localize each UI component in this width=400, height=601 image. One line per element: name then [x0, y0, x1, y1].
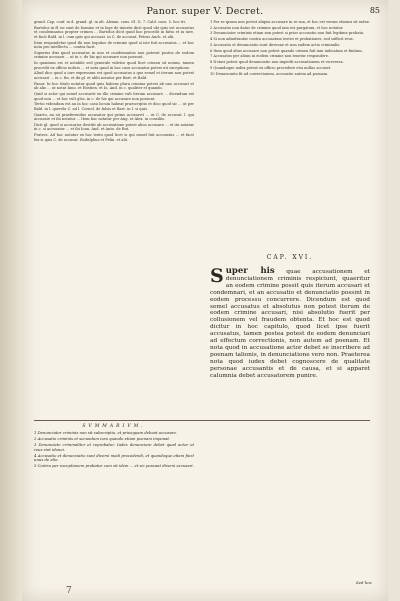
paragraph: Quarto, an sit praeferendus accusator qui primo accusavit ... ut C. de accusat. l. qui accusare et ibi notatur ... Item hoc notatur per Ang. et Alex. in consiliis.	[34, 112, 194, 122]
summary-item: 4 Si non admittuntur contra accusatum testes et probationes, sed sufficit reus.	[210, 37, 354, 42]
book-page	[22, 0, 388, 601]
paragraph: grand. Cap. conf. in d. grand. gl. in alt. Alexan. cons. 61. li. 7. Cald. cons. 5. hoc tit.	[34, 20, 187, 24]
summary-item: 1 Per se ipsum non potest aliquis accusare in re sua, et hoc est verum etiamsi sit iudex.	[210, 20, 370, 24]
paragraph: Tertio videndum est an in hoc casu locum habeat praescriptio et dico quod sic ... ut per Bald. in l. querela C. ad l. Cornel. de falsis et Bart. in l. si quis.	[34, 102, 194, 111]
summary-item: 10 Denunciatio fit ad correctionem, accusatio autem ad poenam.	[210, 71, 329, 76]
paragraph: Superius dixi quod accusatus in uno et condemnatus non poterat postea de eodem crimine accusari ... ut in c. de his qui accusare non possunt.	[34, 50, 194, 60]
summary-item: 7 Accusatus per alium in eodem crimine non tenetur respondere.	[210, 54, 330, 59]
paragraph: Item respondetur quod ibi non loquitur de crimine quod si iste fuit accusatus ... et hoc nota pro intellectu ... contra facit.	[34, 40, 194, 50]
summarium-item: 5 Contra per exceptionem probatur cum sit idem ... et sic possunt diversi accusari.	[34, 463, 194, 469]
summarium-item: 2 Accusatio criminis et secundum iura quando etiam poenam imponat.	[34, 435, 171, 441]
handwritten-mark: 7	[66, 586, 72, 596]
chapter-body	[210, 265, 370, 380]
paragraph: Fratres. Ad hoc notatur ex hoc textu quod licet is qui semel fuit accusatus ... et facit lex si quis C. de accusat. Rodulphus et Felin. et alii.	[34, 133, 194, 142]
chapter-text: quae accusationem et denunciationem criminis respiciunt, quaeritur an eodem crimine possit quis iterum accusari et condemnari, et an accusatio et denunciatio possint in eodem processu concurrere. Dicendum est quod semel accusatus et absolutus non potest iterum de eodem crimine accusari, nisi absolutio fuerit per collusionem vel fraudem obtenta. Et hoc est quod dicitur in hoc capitulo, quod licet ipse fuerit accusatus, tamen postea potest de eodem denunciari ad effectum correctionis, non autem ad poenam. Et nota quod in accusatione actor debet se inscribere ad poenam talionis, in denunciatione vero non. Praeterea nota quod iudex debet cognoscere de qualitate personae accusantis et de causa, et si apparet calumnia debet accusatorem punire.	[210, 269, 370, 379]
catchword: Sed hoc	[355, 580, 372, 585]
summary-item: 3 Denunciator criminis etiam non potest si prior accusatio non fuit legitime probata.	[210, 31, 365, 36]
paragraph: Dicit gl. quod si accusator destitit ab accusatione potest alius accusare ... et ita notatur in c. si accusator ... et ibi Ioan. And. et Anto. de But.	[34, 122, 194, 132]
summary-column-right	[210, 20, 370, 77]
summarium-item: 3 Denunciato criminaliter et reprobatur. Iudex denunciare debet quod actor et reus sint idonei.	[34, 441, 194, 452]
paragraph: Aliud dico quod a iure expressum est quod accusatus a quo semel et iterum non potest accusari ... in c. fin. et ibi gl. et alibi notatur per Bart. et Bald.	[34, 71, 194, 80]
summarium-block	[34, 424, 194, 470]
summary-item: 9 Quandoque iudex potest ex officio procedere etsi nullus accuset.	[210, 65, 332, 70]
commentary-column-left	[34, 20, 194, 143]
folio-number: 85	[369, 6, 380, 15]
summary-item: 6 Item quod alius accusare non potest quando crimen fuit iam iudicatum et finitum.	[210, 48, 363, 53]
chapter-heading: CAP. XVI.	[266, 254, 314, 261]
summary-item: 2 Accusatio non datur de crimine quod iam est purgatum, et hoc notatur.	[210, 25, 344, 30]
page-gutter	[0, 0, 22, 601]
chapter-lemma: uper his	[225, 266, 275, 276]
summary-item: 5 Accusatio et denunciatio sunt diversae et non eadem actio criminalis.	[210, 42, 341, 47]
summarium-item: 4 Accusatio et denunciatio sunt diversi modi procedendi, et quandoque etiam facit unus de alio.	[34, 452, 194, 463]
summary-item: 8 Notari potest quod denunciatio non impedit accusationem et viceversa.	[210, 60, 344, 65]
running-header: Panor. super V. Decret.	[146, 6, 264, 17]
paragraph: Bartolus in ff. ne sunt de homine et in lege de iniuriis dicit quod ubi quis est accusatus et condemnatus propter crimen ... Bartolus dicit quod hoc procedit in fatto et in iure, et facit Bald. in l. cum quis qui accusat. in C. de accusat. Petrus Anch. et alii.	[34, 25, 194, 39]
paragraph: Panor. In hoc titulo notatur quod quis habens plura crimina potest ab uno accusari et ab alio ... ut notat Inno. et Hostien. et Io. And. in c. qualiter et quando.	[34, 81, 194, 91]
summarium-item: 1 Denunciator criminis non sit subscriptio, et priusquam debeat accusare.	[34, 430, 178, 435]
paragraph: In quantum est et notabile sed generale videtur quod licet crimen sit notum, tamen procedit ex officio iudicis ... et nota quod in hoc casu accusatus potest uti exceptione.	[34, 61, 194, 70]
paragraph: Quid si actor qui semel accusavit ex illo crimine vult iterum accusare ... dicendum est quod non ... et hoc vult glos. in c. de his qui accusare non possunt.	[34, 91, 194, 101]
summarium-title: SVMMARIVM.	[82, 424, 146, 429]
drop-capital: S	[210, 265, 224, 287]
section-rule	[34, 420, 370, 421]
